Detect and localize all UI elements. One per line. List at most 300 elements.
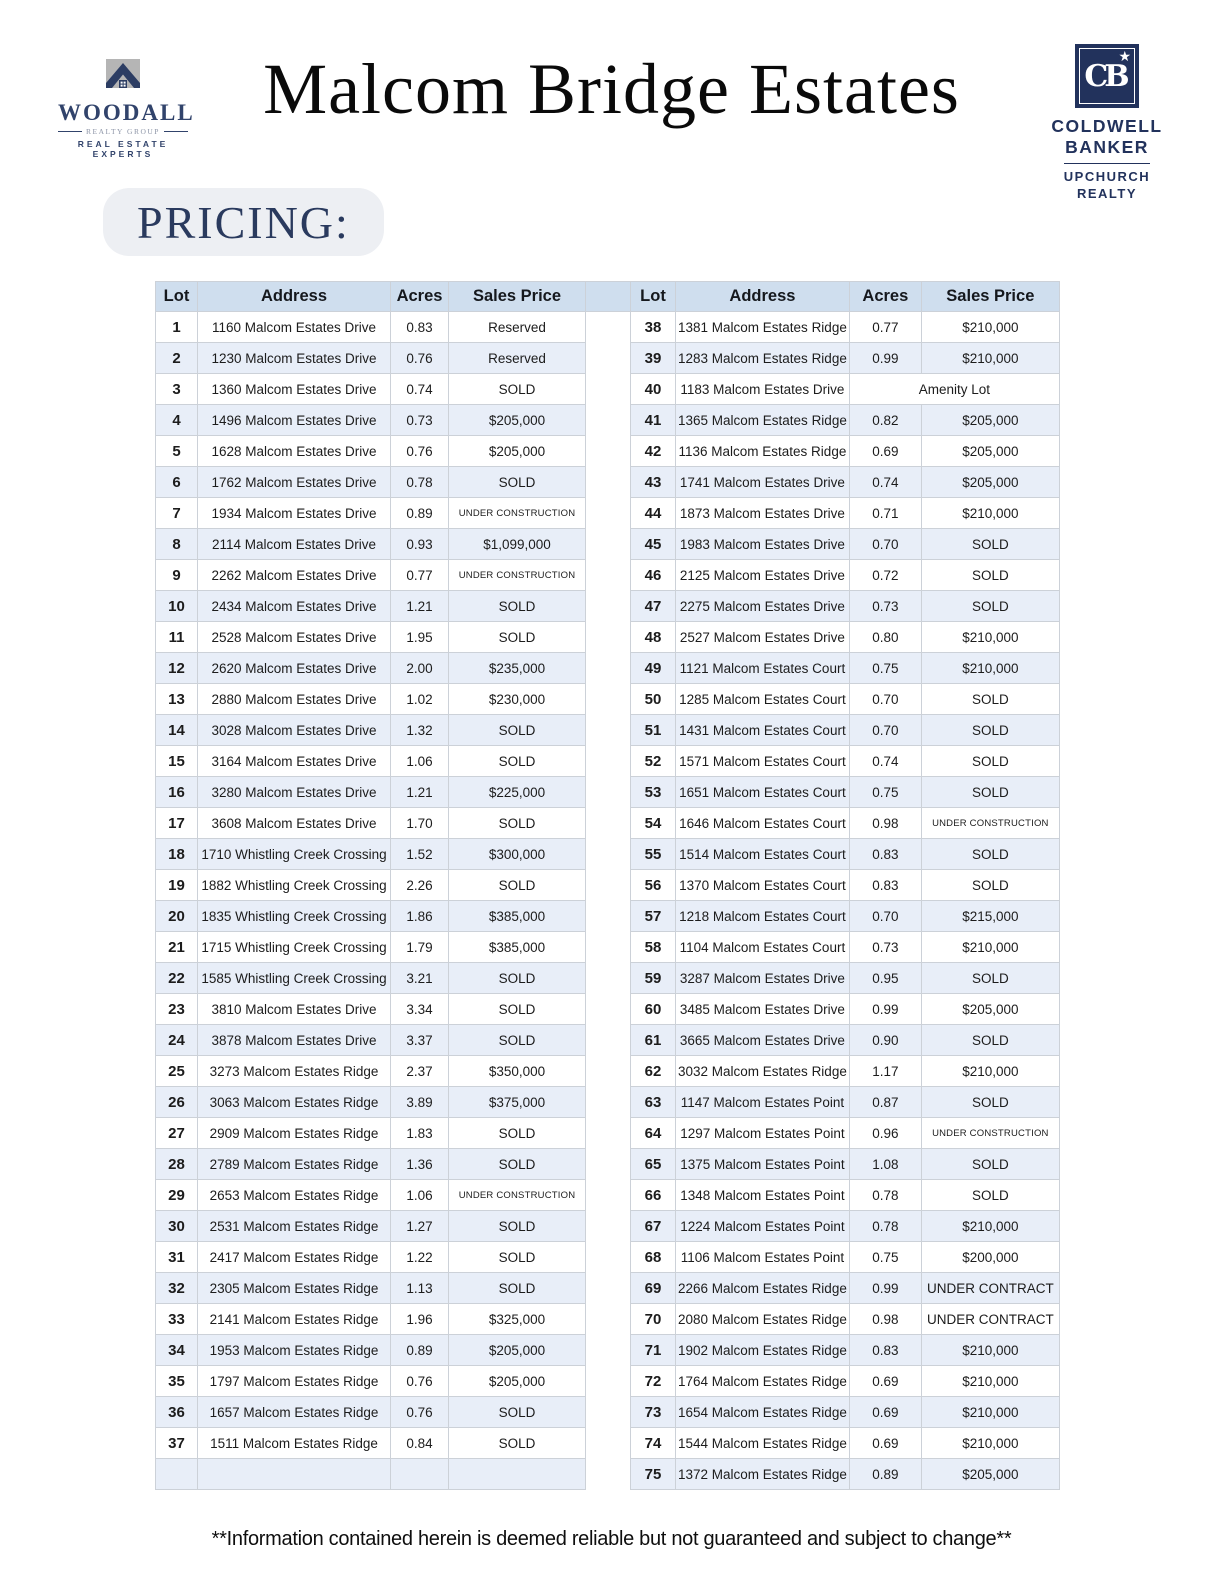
lot-cell: 26: [156, 1087, 198, 1118]
table-row: [156, 312, 1060, 343]
lot-cell: 53: [631, 777, 676, 808]
lot-cell: 33: [156, 1304, 198, 1335]
table-row: [156, 1087, 1060, 1118]
address-cell: 1571 Malcom Estates Court: [676, 746, 850, 777]
lot-cell: 56: [631, 870, 676, 901]
woodall-tagline: REAL ESTATE EXPERTS: [77, 139, 169, 159]
address-cell: 3032 Malcom Estates Ridge: [676, 1056, 850, 1087]
spacer-cell: [586, 374, 631, 405]
acres-cell: 0.84: [391, 1428, 449, 1459]
address-cell: 2653 Malcom Estates Ridge: [198, 1180, 391, 1211]
address-cell: 1370 Malcom Estates Court: [676, 870, 850, 901]
address-cell: 1762 Malcom Estates Drive: [198, 467, 391, 498]
address-cell: 1873 Malcom Estates Drive: [676, 498, 850, 529]
lot-cell: 68: [631, 1242, 676, 1273]
lot-cell: 39: [631, 343, 676, 374]
address-cell: 1511 Malcom Estates Ridge: [198, 1428, 391, 1459]
acres-cell: 0.83: [391, 312, 449, 343]
lot-cell: 17: [156, 808, 198, 839]
table-row: [156, 746, 1060, 777]
lot-cell: 47: [631, 591, 676, 622]
acres-cell: 0.71: [849, 498, 921, 529]
spacer-cell: [586, 994, 631, 1025]
acres-cell: 0.76: [391, 1397, 449, 1428]
price-cell: SOLD: [921, 591, 1059, 622]
acres-cell: 0.70: [849, 684, 921, 715]
pricing-table-wrap: [155, 281, 1060, 1490]
price-cell: SOLD: [449, 994, 586, 1025]
address-cell: 3665 Malcom Estates Drive: [676, 1025, 850, 1056]
address-cell: 3608 Malcom Estates Drive: [198, 808, 391, 839]
price-cell: UNDER CONTRACT: [921, 1304, 1059, 1335]
spacer-cell: [586, 932, 631, 963]
address-cell: 1983 Malcom Estates Drive: [676, 529, 850, 560]
spacer-cell: [586, 622, 631, 653]
acres-cell: 1.83: [391, 1118, 449, 1149]
acres-cell: 0.74: [391, 374, 449, 405]
table-row: [156, 653, 1060, 684]
price-cell: SOLD: [449, 746, 586, 777]
table-row: [156, 405, 1060, 436]
spacer-cell: [586, 1087, 631, 1118]
lot-cell: 9: [156, 560, 198, 591]
address-cell: 1224 Malcom Estates Point: [676, 1211, 850, 1242]
acres-cell: 0.87: [849, 1087, 921, 1118]
address-cell: 1902 Malcom Estates Ridge: [676, 1335, 850, 1366]
lot-cell: 21: [156, 932, 198, 963]
pricing-section-badge: [103, 188, 384, 256]
acres-cell: 2.26: [391, 870, 449, 901]
spacer-cell: [586, 1025, 631, 1056]
price-cell: $325,000: [449, 1304, 586, 1335]
table-row: [156, 1118, 1060, 1149]
coldwell-banker-name: COLDWELL BANKER: [1051, 116, 1163, 157]
table-header-row: [156, 282, 1060, 312]
price-cell: $205,000: [449, 436, 586, 467]
address-cell: 1514 Malcom Estates Court: [676, 839, 850, 870]
address-cell: 3287 Malcom Estates Drive: [676, 963, 850, 994]
address-cell: 3273 Malcom Estates Ridge: [198, 1056, 391, 1087]
coldwell-banker-logo: [1042, 44, 1172, 202]
spacer-cell: [586, 467, 631, 498]
acres-cell: 0.83: [849, 839, 921, 870]
address-cell: 1183 Malcom Estates Drive: [676, 374, 850, 405]
page-title: Malcom Bridge Estates: [263, 49, 960, 129]
acres-cell: 2.00: [391, 653, 449, 684]
table-row: [156, 1366, 1060, 1397]
acres-cell: 1.08: [849, 1149, 921, 1180]
lot-cell: 11: [156, 622, 198, 653]
address-cell: 3878 Malcom Estates Drive: [198, 1025, 391, 1056]
address-cell: 2528 Malcom Estates Drive: [198, 622, 391, 653]
lot-cell: 73: [631, 1397, 676, 1428]
lot-cell: 1: [156, 312, 198, 343]
address-cell: 3280 Malcom Estates Drive: [198, 777, 391, 808]
acres-cell: 1.96: [391, 1304, 449, 1335]
price-cell: $205,000: [921, 1459, 1059, 1490]
lot-cell: 5: [156, 436, 198, 467]
price-cell: SOLD: [449, 622, 586, 653]
address-cell: 1764 Malcom Estates Ridge: [676, 1366, 850, 1397]
price-cell: UNDER CONTRACT: [921, 1273, 1059, 1304]
table-row: [156, 560, 1060, 591]
address-cell: 2305 Malcom Estates Ridge: [198, 1273, 391, 1304]
table-row: [156, 1180, 1060, 1211]
lot-cell: 42: [631, 436, 676, 467]
lot-cell: 2: [156, 343, 198, 374]
address-cell: 2266 Malcom Estates Ridge: [676, 1273, 850, 1304]
price-cell: $205,000: [449, 405, 586, 436]
spacer-cell: [586, 1180, 631, 1211]
price-cell: SOLD: [449, 591, 586, 622]
spacer-cell: [586, 1366, 631, 1397]
price-cell: $210,000: [921, 498, 1059, 529]
acres-cell: 3.21: [391, 963, 449, 994]
address-cell: 3164 Malcom Estates Drive: [198, 746, 391, 777]
spacer-cell: [586, 1211, 631, 1242]
acres-cell: 1.86: [391, 901, 449, 932]
table-row: [156, 1273, 1060, 1304]
price-cell: SOLD: [449, 870, 586, 901]
lot-cell: 52: [631, 746, 676, 777]
address-cell: 1715 Whistling Creek Crossing: [198, 932, 391, 963]
acres-cell: 0.90: [849, 1025, 921, 1056]
price-cell: SOLD: [449, 1149, 586, 1180]
acres-cell: 3.37: [391, 1025, 449, 1056]
price-cell: $300,000: [449, 839, 586, 870]
acres-cell: 0.95: [849, 963, 921, 994]
lot-cell: 61: [631, 1025, 676, 1056]
spacer-cell: [586, 1397, 631, 1428]
lot-cell: 15: [156, 746, 198, 777]
lot-cell: 46: [631, 560, 676, 591]
address-cell: 2789 Malcom Estates Ridge: [198, 1149, 391, 1180]
lot-cell: 45: [631, 529, 676, 560]
acres-cell: 1.22: [391, 1242, 449, 1273]
lot-cell: 3: [156, 374, 198, 405]
address-cell: 1953 Malcom Estates Ridge: [198, 1335, 391, 1366]
column-header: Address: [198, 282, 391, 312]
table-row: [156, 1335, 1060, 1366]
address-cell: 1372 Malcom Estates Ridge: [676, 1459, 850, 1490]
spacer-cell: [586, 684, 631, 715]
address-cell: 1381 Malcom Estates Ridge: [676, 312, 850, 343]
acres-cell: 1.79: [391, 932, 449, 963]
price-cell: $205,000: [921, 467, 1059, 498]
spacer-cell: [586, 808, 631, 839]
address-cell: 1882 Whistling Creek Crossing: [198, 870, 391, 901]
price-cell: SOLD: [921, 870, 1059, 901]
address-cell: 1431 Malcom Estates Court: [676, 715, 850, 746]
merged-status-cell: Amenity Lot: [849, 374, 1059, 405]
spacer-cell: [586, 963, 631, 994]
acres-cell: 0.83: [849, 870, 921, 901]
price-cell: SOLD: [449, 808, 586, 839]
spacer-cell: [586, 839, 631, 870]
lot-cell: 40: [631, 374, 676, 405]
lot-cell: 51: [631, 715, 676, 746]
acres-cell: 0.99: [849, 343, 921, 374]
address-cell: 1104 Malcom Estates Court: [676, 932, 850, 963]
lot-cell: 48: [631, 622, 676, 653]
price-cell: SOLD: [449, 1242, 586, 1273]
table-row: [156, 932, 1060, 963]
lot-cell: 30: [156, 1211, 198, 1242]
acres-cell: 0.89: [391, 498, 449, 529]
table-row: [156, 622, 1060, 653]
table-row: [156, 684, 1060, 715]
price-cell: SOLD: [449, 467, 586, 498]
price-cell: SOLD: [449, 1025, 586, 1056]
table-row: [156, 1397, 1060, 1428]
price-cell: SOLD: [449, 1397, 586, 1428]
address-cell: 1365 Malcom Estates Ridge: [676, 405, 850, 436]
acres-cell: 3.34: [391, 994, 449, 1025]
address-cell: 1651 Malcom Estates Court: [676, 777, 850, 808]
address-cell: 1160 Malcom Estates Drive: [198, 312, 391, 343]
lot-cell: 8: [156, 529, 198, 560]
price-cell: $205,000: [921, 436, 1059, 467]
table-row: [156, 343, 1060, 374]
address-cell: 1544 Malcom Estates Ridge: [676, 1428, 850, 1459]
address-cell: 2275 Malcom Estates Drive: [676, 591, 850, 622]
address-cell: 1646 Malcom Estates Court: [676, 808, 850, 839]
lot-cell: 67: [631, 1211, 676, 1242]
address-cell: 3810 Malcom Estates Drive: [198, 994, 391, 1025]
acres-cell: 1.52: [391, 839, 449, 870]
address-cell: 1121 Malcom Estates Court: [676, 653, 850, 684]
spacer-cell: [586, 715, 631, 746]
table-row: [156, 808, 1060, 839]
acres-cell: 1.13: [391, 1273, 449, 1304]
lot-cell: 13: [156, 684, 198, 715]
acres-cell: 0.98: [849, 808, 921, 839]
address-cell: 2080 Malcom Estates Ridge: [676, 1304, 850, 1335]
price-cell: SOLD: [449, 374, 586, 405]
table-row: [156, 1056, 1060, 1087]
acres-cell: 1.70: [391, 808, 449, 839]
lot-cell: 20: [156, 901, 198, 932]
table-row: [156, 1428, 1060, 1459]
price-cell: $385,000: [449, 932, 586, 963]
pricing-table: [155, 281, 1060, 1490]
lot-cell: 62: [631, 1056, 676, 1087]
acres-cell: 0.74: [849, 746, 921, 777]
table-row: [156, 591, 1060, 622]
lot-cell: 58: [631, 932, 676, 963]
column-header: Acres: [849, 282, 921, 312]
acres-cell: 0.77: [849, 312, 921, 343]
acres-cell: 0.70: [849, 529, 921, 560]
lot-cell: 60: [631, 994, 676, 1025]
lot-cell: 74: [631, 1428, 676, 1459]
acres-cell: 0.80: [849, 622, 921, 653]
address-cell: 1360 Malcom Estates Drive: [198, 374, 391, 405]
spacer-cell: [586, 498, 631, 529]
lot-cell: 65: [631, 1149, 676, 1180]
price-cell: $205,000: [921, 994, 1059, 1025]
table-row: [156, 1459, 1060, 1490]
acres-cell: 0.77: [391, 560, 449, 591]
acres-cell: 0.99: [849, 1273, 921, 1304]
address-cell: 1348 Malcom Estates Point: [676, 1180, 850, 1211]
acres-cell: 0.69: [849, 1428, 921, 1459]
address-cell: 1741 Malcom Estates Drive: [676, 467, 850, 498]
acres-cell: 0.78: [849, 1180, 921, 1211]
acres-cell: 0.75: [849, 653, 921, 684]
address-cell: 2434 Malcom Estates Drive: [198, 591, 391, 622]
column-header: Lot: [631, 282, 676, 312]
spacer-cell: [586, 1335, 631, 1366]
price-cell: SOLD: [921, 1087, 1059, 1118]
price-cell: $200,000: [921, 1242, 1059, 1273]
lot-cell: 75: [631, 1459, 676, 1490]
acres-cell: 0.89: [391, 1335, 449, 1366]
price-cell: $210,000: [921, 343, 1059, 374]
price-cell: SOLD: [449, 1428, 586, 1459]
spacer-cell: [586, 591, 631, 622]
price-cell: $210,000: [921, 1397, 1059, 1428]
acres-cell: 0.73: [391, 405, 449, 436]
acres-cell: 0.82: [849, 405, 921, 436]
lot-cell: 18: [156, 839, 198, 870]
acres-cell: 1.06: [391, 746, 449, 777]
lot-cell: 19: [156, 870, 198, 901]
table-row: [156, 994, 1060, 1025]
woodall-name: WOODALL: [58, 100, 195, 125]
price-cell: $205,000: [921, 405, 1059, 436]
lot-cell: 23: [156, 994, 198, 1025]
acres-cell: 1.95: [391, 622, 449, 653]
acres-cell: 1.36: [391, 1149, 449, 1180]
lot-cell: 28: [156, 1149, 198, 1180]
acres-cell: 1.21: [391, 777, 449, 808]
lot-cell: 59: [631, 963, 676, 994]
price-cell: $210,000: [921, 653, 1059, 684]
price-cell: $350,000: [449, 1056, 586, 1087]
lot-cell: 36: [156, 1397, 198, 1428]
upchurch-realty-name: UPCHURCH REALTY: [1063, 169, 1151, 201]
address-cell: 2620 Malcom Estates Drive: [198, 653, 391, 684]
address-cell: 2125 Malcom Estates Drive: [676, 560, 850, 591]
price-cell: SOLD: [449, 1118, 586, 1149]
address-cell: 2417 Malcom Estates Ridge: [198, 1242, 391, 1273]
lot-cell: 41: [631, 405, 676, 436]
lot-cell: 29: [156, 1180, 198, 1211]
address-cell: 1375 Malcom Estates Point: [676, 1149, 850, 1180]
column-header: Address: [676, 282, 850, 312]
acres-cell: 0.76: [391, 1366, 449, 1397]
spacer-cell: [586, 343, 631, 374]
price-cell: SOLD: [449, 963, 586, 994]
acres-cell: 0.78: [849, 1211, 921, 1242]
acres-cell: 1.17: [849, 1056, 921, 1087]
price-cell: SOLD: [921, 839, 1059, 870]
price-cell: UNDER CONSTRUCTION: [449, 1180, 586, 1211]
acres-cell: 1.32: [391, 715, 449, 746]
address-cell: 1797 Malcom Estates Ridge: [198, 1366, 391, 1397]
price-cell: $225,000: [449, 777, 586, 808]
table-row: [156, 436, 1060, 467]
price-cell: $210,000: [921, 1056, 1059, 1087]
lot-cell: 70: [631, 1304, 676, 1335]
acres-cell: 1.06: [391, 1180, 449, 1211]
disclaimer-note: **Information contained herein is deemed reliable but not guaranteed and subject to change**: [211, 1528, 1012, 1550]
acres-cell: 0.99: [849, 994, 921, 1025]
acres-cell: 1.27: [391, 1211, 449, 1242]
acres-cell: 3.89: [391, 1087, 449, 1118]
column-header: Acres: [391, 282, 449, 312]
lot-cell: 72: [631, 1366, 676, 1397]
acres-cell: 0.89: [849, 1459, 921, 1490]
lot-cell: 14: [156, 715, 198, 746]
spacer-cell: [586, 746, 631, 777]
price-cell: $375,000: [449, 1087, 586, 1118]
address-cell: 1136 Malcom Estates Ridge: [676, 436, 850, 467]
lot-cell: 37: [156, 1428, 198, 1459]
acres-cell: 0.75: [849, 777, 921, 808]
acres-cell: 0.96: [849, 1118, 921, 1149]
spacer-cell: [586, 312, 631, 343]
table-row: [156, 777, 1060, 808]
spacer-cell: [586, 870, 631, 901]
price-cell: SOLD: [921, 684, 1059, 715]
address-cell: 1710 Whistling Creek Crossing: [198, 839, 391, 870]
lot-cell: 66: [631, 1180, 676, 1211]
lot-cell: 64: [631, 1118, 676, 1149]
price-cell: $210,000: [921, 1211, 1059, 1242]
price-cell: $385,000: [449, 901, 586, 932]
lot-cell: 38: [631, 312, 676, 343]
lot-cell: 22: [156, 963, 198, 994]
acres-cell: 0.98: [849, 1304, 921, 1335]
acres-cell: 0.73: [849, 932, 921, 963]
price-cell: $210,000: [921, 1428, 1059, 1459]
lot-cell: 10: [156, 591, 198, 622]
price-cell: SOLD: [921, 963, 1059, 994]
lot-cell: 49: [631, 653, 676, 684]
address-cell: 1835 Whistling Creek Crossing: [198, 901, 391, 932]
price-cell: UNDER CONSTRUCTION: [449, 498, 586, 529]
address-cell: 2527 Malcom Estates Drive: [676, 622, 850, 653]
table-row: [156, 870, 1060, 901]
price-cell: SOLD: [921, 529, 1059, 560]
acres-cell: 0.74: [849, 467, 921, 498]
price-cell: SOLD: [921, 777, 1059, 808]
acres-cell: 1.21: [391, 591, 449, 622]
table-row: [156, 498, 1060, 529]
lot-cell: 71: [631, 1335, 676, 1366]
acres-cell: [391, 1459, 449, 1490]
spacer-cell: [586, 405, 631, 436]
spacer-cell: [586, 1304, 631, 1335]
lot-cell: 12: [156, 653, 198, 684]
acres-cell: 0.78: [391, 467, 449, 498]
spacer-cell: [586, 1149, 631, 1180]
price-cell: UNDER CONSTRUCTION: [921, 808, 1059, 839]
address-cell: 2880 Malcom Estates Drive: [198, 684, 391, 715]
column-header: Sales Price: [449, 282, 586, 312]
acres-cell: 0.83: [849, 1335, 921, 1366]
address-cell: 1934 Malcom Estates Drive: [198, 498, 391, 529]
table-row: [156, 1025, 1060, 1056]
table-row: [156, 963, 1060, 994]
price-cell: SOLD: [921, 560, 1059, 591]
lot-cell: 27: [156, 1118, 198, 1149]
address-cell: 1496 Malcom Estates Drive: [198, 405, 391, 436]
acres-cell: 0.76: [391, 343, 449, 374]
price-cell: $210,000: [921, 1335, 1059, 1366]
